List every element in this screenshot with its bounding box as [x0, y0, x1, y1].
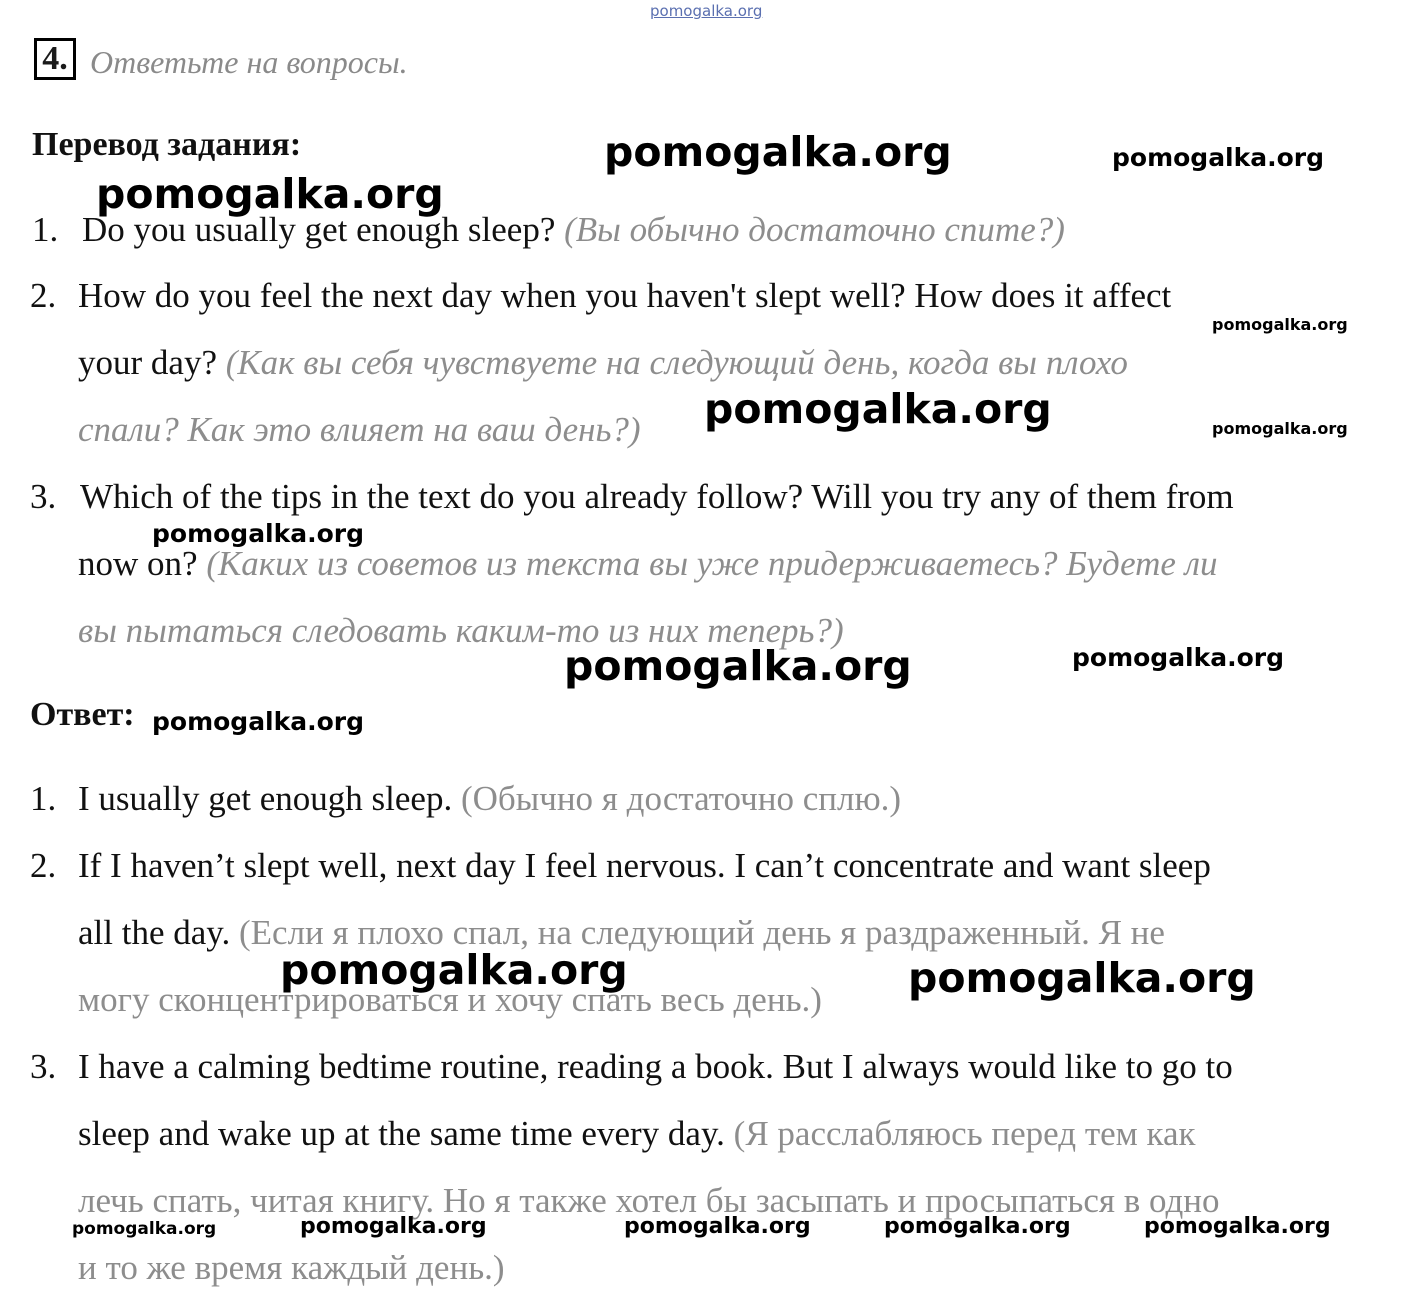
question-number: 1.: [32, 210, 59, 249]
answer-text-en: sleep and wake up at the same time every day.: [78, 1114, 725, 1153]
answer-number: 1.: [30, 779, 57, 818]
watermark: pomogalka.org: [604, 128, 952, 176]
answer-heading: Ответ:: [30, 696, 135, 733]
answer-line: [78, 779, 901, 819]
watermark: pomogalka.org: [1212, 315, 1348, 334]
question-number: 2.: [30, 276, 57, 315]
watermark: pomogalka.org: [1112, 143, 1325, 172]
watermark-top: pomogalka.org: [650, 2, 763, 20]
watermark: pomogalka.org: [564, 642, 912, 690]
question-text-en: How do you feel the next day when you haven't slept well? How does it affect: [78, 276, 1172, 315]
question-text-en: your day?: [78, 343, 217, 382]
answer-line: [78, 846, 1211, 886]
watermark: pomogalka.org: [152, 707, 365, 736]
question-text-ru: (Вы обычно достаточно спите?): [564, 210, 1065, 249]
question-text-en: Which of the tips in the text do you already follow? Will you try any of them from: [80, 477, 1234, 516]
watermark: pomogalka.org: [1212, 419, 1348, 438]
answer-text-en: I have a calming bedtime routine, reading a book. But I always would like to go to: [78, 1047, 1233, 1086]
question-text-ru: вы пытаться следовать каким-то из них теперь?): [78, 611, 844, 650]
answer-number: 3.: [30, 1047, 57, 1086]
translation-heading: Перевод задания:: [32, 126, 302, 163]
answer-line: [78, 1114, 1196, 1154]
watermark: pomogalka.org: [72, 1219, 217, 1239]
question-line: [80, 477, 1234, 517]
watermark: pomogalka.org: [280, 946, 628, 994]
question-line: [78, 276, 1171, 316]
answer-text-en: If I haven’t slept well, next day I feel nervous. I can’t concentrate and want sleep: [78, 846, 1211, 885]
answer-text-ru: лечь спать, читая книгу. Но я также хотел бы засыпать и просыпаться в одно: [78, 1181, 1220, 1220]
answer-text-ru: (Обычно я достаточно сплю.): [460, 779, 902, 818]
question-text-ru: спали? Как это влияет на ваш день?): [78, 410, 641, 449]
answer-text-en: all the day.: [78, 913, 231, 952]
task-instruction: Ответьте на вопросы.: [90, 44, 408, 80]
watermark: pomogalka.org: [624, 1214, 811, 1239]
watermark: pomogalka.org: [1072, 643, 1285, 672]
watermark: pomogalka.org: [1144, 1214, 1331, 1239]
answer-text-ru: (Я расслабляюсь перед тем как: [733, 1114, 1196, 1153]
answer-text-ru: могу сконцентрироваться и хочу спать весь день.): [78, 980, 822, 1019]
watermark: pomogalka.org: [152, 519, 365, 548]
question-line: [78, 544, 1217, 584]
answer-text-en: I usually get enough sleep.: [78, 779, 453, 818]
watermark: pomogalka.org: [704, 385, 1052, 433]
answer-line: [78, 1047, 1233, 1087]
question-line: [78, 343, 1128, 383]
answer-number: 2.: [30, 846, 57, 885]
question-text-en: now on?: [78, 544, 198, 583]
answer-text-ru: и то же время каждый день.): [78, 1248, 505, 1287]
watermark: pomogalka.org: [300, 1214, 487, 1239]
watermark: pomogalka.org: [908, 954, 1256, 1002]
question-text-ru: (Каких из советов из текста вы уже придерживаетесь? Будете ли: [206, 544, 1218, 583]
question-text-en: Do you usually get enough sleep?: [82, 210, 556, 249]
task-number-box: 4.: [34, 38, 76, 80]
answer-text-ru: (Если я плохо спал, на следующий день я раздраженный. Я не: [239, 913, 1165, 952]
question-text-ru: (Как вы себя чувствуете на следующий день, когда вы плохо: [225, 343, 1128, 382]
question-line: [78, 410, 641, 450]
watermark: pomogalka.org: [96, 170, 444, 218]
watermark: pomogalka.org: [884, 1214, 1071, 1239]
answer-line: [78, 1248, 505, 1288]
question-number: 3.: [30, 477, 57, 516]
